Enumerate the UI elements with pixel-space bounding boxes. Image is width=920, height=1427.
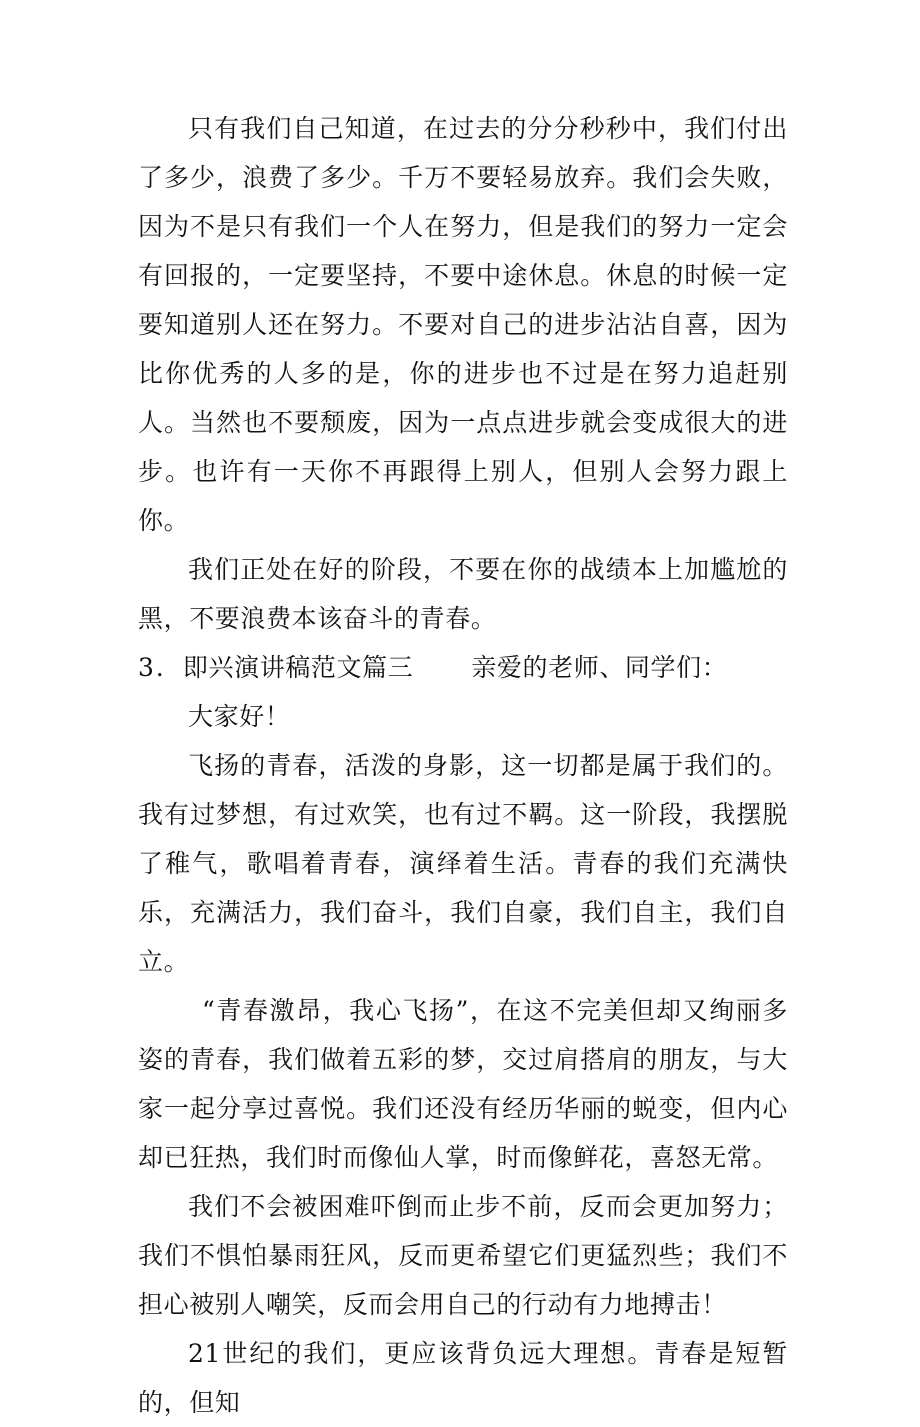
body-paragraph: 只有我们自己知道，在过去的分分秒秒中，我们付出了多少，浪费了多少。千万不要轻易放弃。我们会失败，因为不是只有我们一个人在努力，但是我们的努力一定会有回报的，一定要坚持，不要中途休息。休息的时候一定要知道别人还在努力。不要对自己的进步沾沾自喜，因为比你优秀的人多的是，你的进步也不过是在努力追赶别人。当然也不要颓废，因为一点点进步就会变成很大的进步。也许有一天你不再跟得上别人，但别人会努力跟上你。 <box>138 114 788 535</box>
greeting: 大家好！ <box>188 702 291 731</box>
body-paragraph: 我们正处在好的阶段，不要在你的战绩本上加尴尬的黑，不要浪费本该奋斗的青春。 <box>138 555 788 633</box>
body-paragraph: 飞扬的青春，活泼的身影，这一切都是属于我们的。我有过梦想，有过欢笑，也有过不羁。这一阶段，我摆脱了稚气，歌唱着青春，演绎着生活。青春的我们充满快乐，充满活力，我们奋斗，我们自豪，我们自主，我们自立。 <box>138 751 788 976</box>
document-body <box>138 104 788 1427</box>
body-paragraph: “青春激昂，我心飞扬”，在这不完美但却又绚丽多姿的青春，我们做着五彩的梦，交过肩搭肩的朋友，与大家一起分享过喜悦。我们还没有经历华丽的蜕变，但内心却已狂热，我们时而像仙人掌，时而像鲜花，喜怒无常。 <box>138 996 788 1172</box>
section-title: 即兴演讲稿范文篇三 <box>182 653 414 682</box>
body-paragraph: 我们不会被困难吓倒而止步不前，反而会更加努力；我们不惧怕暴雨狂风，反而更希望它们更猛烈些；我们不担心被别人嘲笑，反而会用自己的行动有力地搏击！ <box>138 1192 788 1319</box>
section-heading <box>138 643 788 692</box>
body-paragraph: 21世纪的我们，更应该背负远大理想。青春是短暂的，但知 <box>138 1339 788 1417</box>
section-number: 3． <box>138 653 183 682</box>
salutation: 亲爱的老师、同学们： <box>471 653 728 682</box>
